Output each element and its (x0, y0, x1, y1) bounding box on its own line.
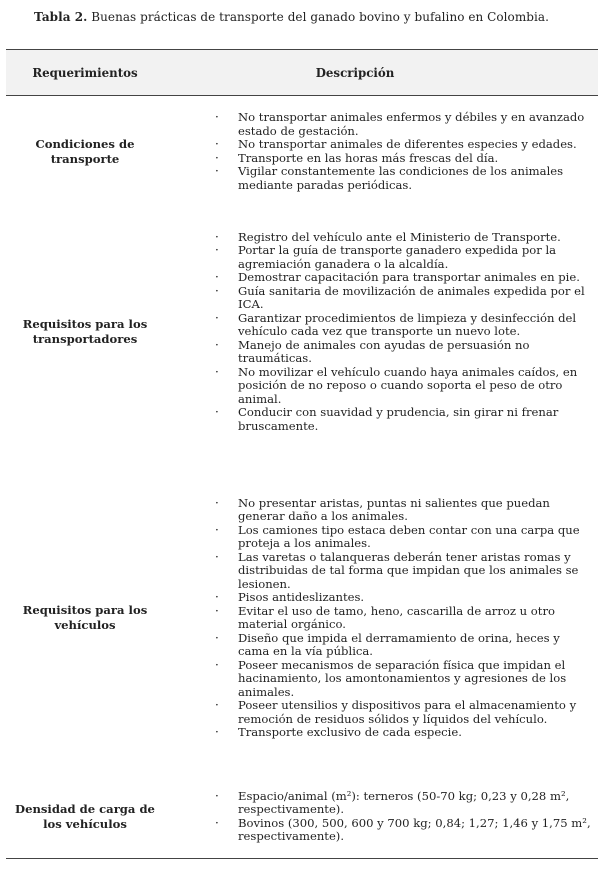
list-item: · No presentar aristas, puntas ni salientes que puedan generar daño a los animales. (164, 497, 598, 524)
description-cell (164, 231, 598, 434)
caption-label: Tabla 2. (34, 10, 88, 24)
requirement-cell: Densidad de carga de los vehículos (15, 801, 155, 831)
list-item: · No transportar animales enfermos y débiles y en avanzado estado de gestación. (164, 111, 598, 138)
list-item: · Transporte exclusivo de cada especie. (164, 726, 598, 740)
list-item: · Evitar el uso de tamo, heno, cascarilla de arroz u otro material orgánico. (164, 605, 598, 632)
description-cell (164, 111, 598, 192)
list-item: · Poseer mecanismos de separación física que impidan el hacinamiento, los amontonamientos y agresiones de los animales. (164, 659, 598, 700)
table-row (6, 203, 598, 461)
list-item: · Bovinos (300, 500, 600 y 700 kg; 0,84; 1,27; 1,46 y 1,75 m², respectivamente). (164, 817, 598, 844)
list-item: · No movilizar el vehículo cuando haya animales caídos, en posición de no reposo o cuando soporta el peso de otro animal. (164, 366, 598, 407)
description-cell (164, 497, 598, 740)
description-cell (164, 790, 598, 844)
list-item: · Los camiones tipo estaca deben contar con una carpa que proteja a los animales. (164, 524, 598, 551)
list-item: · Manejo de animales con ayudas de persuasión no traumáticas. (164, 339, 598, 366)
list-item: · Las varetas o talanqueras deberán tener aristas romas y distribuidas de tal forma que impidan que los animales se lesionen. (164, 551, 598, 592)
requirement-cell: Requisitos para los vehículos (22, 603, 148, 632)
list-item: · Pisos antideslizantes. (164, 591, 598, 605)
requirement-cell: Condiciones de transporte (35, 136, 135, 166)
table-row (6, 775, 598, 858)
list-item: · Diseño que impida el derramamiento de orina, heces y cama en la vía pública. (164, 632, 598, 659)
list-item: · Demostrar capacitación para transportar animales en pie. (164, 271, 598, 285)
table-header (6, 50, 598, 96)
requirement-cell: Requisitos para los transportadores (22, 317, 148, 346)
list-item: · Portar la guía de transporte ganadero expedida por la agremiación ganadera o la alcaldía. (164, 244, 598, 271)
caption-title: Buenas prácticas de transporte del ganado bovino y bufalino en Colombia. (91, 10, 549, 24)
bullet-list (164, 497, 598, 740)
table-row (6, 461, 598, 775)
list-item: · Transporte en las horas más frescas del día. (164, 152, 598, 166)
bullet-list (164, 790, 598, 844)
list-item: · Conducir con suavidad y prudencia, sin girar ni frenar bruscamente. (164, 406, 598, 433)
list-item: · Espacio/animal (m²): terneros (50-70 kg; 0,23 y 0,28 m², respectivamente). (164, 790, 598, 817)
table-row (6, 96, 598, 203)
list-item: · Garantizar procedimientos de limpieza y desinfección del vehículo cada vez que transporte un nuevo lote. (164, 312, 598, 339)
list-item: · Vigilar constantemente las condiciones de los animales mediante paradas periódicas. (164, 165, 598, 192)
header-descripcion: Descripción (315, 65, 395, 80)
bullet-list (164, 231, 598, 434)
practices-table (6, 49, 598, 859)
list-item: · Guía sanitaria de movilización de animales expedida por el ICA. (164, 285, 598, 312)
header-requerimientos: Requerimientos (32, 65, 138, 80)
bullet-list (164, 111, 598, 192)
list-item: · No transportar animales de diferentes especies y edades. (164, 138, 598, 152)
table-caption (34, 10, 594, 25)
list-item: · Poseer utensilios y dispositivos para el almacenamiento y remoción de residuos sólidos y líquidos del vehículo. (164, 699, 598, 726)
list-item: · Registro del vehículo ante el Ministerio de Transporte. (164, 231, 598, 245)
